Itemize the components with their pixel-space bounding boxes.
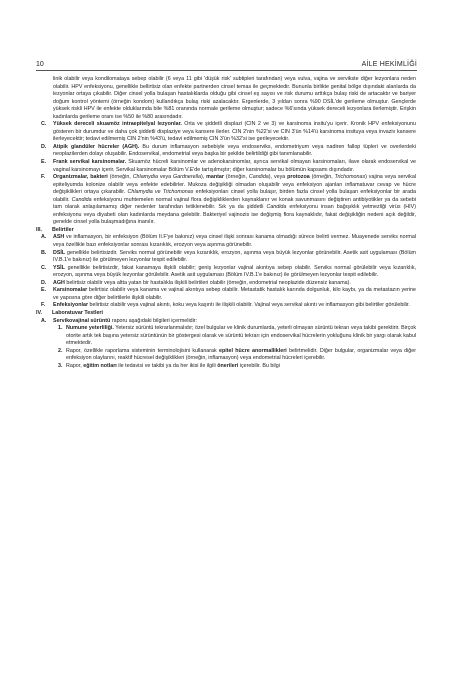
intro-paragraph: linik olabilir veya kondilomataya sebep olabilir (6 veya 11 gibi 'düşük risk' subtipleri tarafından) veya vulva, vajina ve servikste diğer lezyonlara neden olabilir. HPV enfeksiyonu, genellikle bellirtisiz olan enfekte partnerden cinsel temas ile geçmektedir. Bununla birlikte genital bölge dışındaki alanlarda da lezyonlar ortaya çıkabilir. Diğer cinsel yolla bulaşan hastalıklarda olduğu gibi cinsel eş sayısı ve risk durumu arttıkça bulaş riski de artacaktır ve bariyer doğum kontrol yöntemi (örneğin kondom) kullandıkça bulaş riski azalacaktır. Ergenlerde, 3 yıldan sonra %90 DSİL'de gerileme olmuştur. Gençlerde yüksek riskli HPV ile enfekte olduklarında bile %81 oranında normale gerileme olmuştur; sadece %6'sında yüksek dereceli lezyonlara ilerlemiştir. Erişkin kadınlarda gerileme oranı ise %50 ile %80 arasındadır. — [53, 76, 416, 120]
term-fungus: mantar — [206, 174, 224, 181]
section-heading-iii — [36, 227, 416, 235]
item-title: DSİL — [53, 249, 66, 256]
section-title: Belirtiler — [52, 226, 74, 233]
item-text: Yetersiz sürüntü tekrarlanmalıdır; özel bulgular ve klinik durumlarda, yeterli olmayan sürüntü tekrarı veya takibi gerektirir. Birçok otorite artık tek başına yetersiz sürüntünün bir göstergesi olarak ve sürüntü tekrarı için endoservikal hücrelerin yokluğunu klinik bir yargı olarak kabul etmektedir. — [66, 325, 416, 347]
item-title-2: önerileri — [217, 362, 239, 369]
item-title: Enfeksiyonlar — [53, 302, 89, 309]
item-title: Numune yeterliliği. — [66, 325, 114, 332]
term-candida: Candida — [266, 204, 287, 211]
section-heading-iv — [36, 310, 416, 318]
item-label: 1. — [58, 325, 63, 332]
symptom-c — [36, 265, 416, 280]
text-run: ), — [200, 174, 207, 181]
item-text: ve inflamasyon, bir enfeksiyon (Bölüm II.F'ye bakınız) veya cinsel ilişki sonrası kanama olmadığı sürece belirti vermez. Muayenede serviks normal veya özellikle bazı enfeksiyonlar sonrası kızarıklık, erozyon veya aşınma görünebilir. — [53, 234, 416, 249]
item-text: belirtisiz olabilir veya kanama ve vajinal akıntıya sebep olabilir. Metastatik hastalık karında dolgunluk, kilo kaybı, ya da metastazın yerine ve yapısına göre diğer belirtilerle ilişkili olabilir. — [53, 287, 416, 301]
item-text: Skuamöz hücreli karsinomlar ve adenokarsinomlar, ayrıca servikal olmayan karsinomaları, ilave olarak endoservikal ve vaginal karsinomayı içerir. Servikal karsinomalar Bölüm V.E'de tartışılmıştır; diğer karsinomalar bu bölümün kapsamı dışındadır. — [53, 159, 416, 173]
item-title: eğitim notları — [83, 362, 117, 369]
item-label: 3. — [58, 362, 63, 369]
item-title: epitel hücre anormallikleri — [218, 347, 287, 354]
item-title: Atipik glandüler hücreler (AGH). — [53, 143, 140, 150]
term-trichomonas: Trichomonas — [334, 174, 366, 181]
term-bacteria: Organizmalar, bakteri — [53, 174, 108, 181]
item-text: Bu durum inflamasyon sebebiyle veya endoserviks, endometriyum veya nadiren fallop tüpleri ve overlerdeki neoplazilerden dolayı oluşabilir. Endoservikal, endometrial veya başka bir şekilde belirtildiği gibi tanımlanabilir. — [53, 143, 416, 158]
section-label: IV. — [36, 309, 43, 316]
item-text: belirtisiz olabilir veya vajinal akıntı, koku veya kaşıntı ile ilişkili olabilir. Vajinal veya servikal akıntı ve inflamasyon gibi belirtiler görülebilir. — [88, 302, 410, 309]
item-label: C. — [41, 264, 47, 271]
text-run: ) vajina veya servikal epiteliyumda kolonize olabilir veya enfekte edebilirler. Mukoza değişikliği olmadan oluşabilir veya enfeksiyon ajanları inflamatuvar cevap ve hücre değişiklikleri ortaya çıkarabilir. — [53, 174, 416, 196]
item-label: F. — [41, 302, 46, 309]
item-label: F. — [41, 174, 46, 181]
item-label: D. — [41, 143, 47, 150]
item-text: genellikle belirtisizdir, fakat kanamaya ilişkili olabilir; geniş lezyonlar vajinal akıntıya sebep olabilir. Serviks normal görülebilir veya kızarıklık, erozyon, aşınma veya büyük lezyonlar görülebilir. Asetik asit uygulaması (Bölüm IV.B.1'e bakınız) ile görülmeyen lezyonlar tespit edilebilir. — [53, 264, 416, 279]
body-text — [36, 76, 416, 370]
term-candida: Candida — [71, 196, 92, 203]
item-label: E. — [41, 287, 47, 294]
item-label: 2. — [58, 347, 63, 354]
symptom-d — [36, 280, 416, 288]
sub-item-1 — [36, 325, 416, 348]
term-chlamydia-trichomonas: Chlamydia ve Trichomonas — [127, 189, 194, 196]
item-text: Orta ve şiddetli displazi (CIN 2 ve 3) ve karsinoma insitu'yu içerir. Kronik HPV enfeksiyonunu gösteren bir durumdur ve daha çok şiddetli displaziye veya kansere ilerler. CIN 2'nin %22'si ve CIN 3'ün %14'ü karsinoma insituya veya invaziv kansere ilerleyecektir; tedavi edilmemiş CIN 2'nin %43'ü, tedavi edilmemiş CIN 3'ün %32'si ise gerileyecektir. — [53, 121, 416, 143]
sub-item-3 — [36, 363, 416, 371]
running-header — [36, 58, 417, 71]
item-text: belirtisiz olabilir veya altta yatan bir hastalıkla ilişkili belirtileri olabilir (örneğin, endometrial neoplazide düzensiz kanama). — [64, 279, 351, 286]
symptom-a — [36, 234, 416, 249]
item-c — [36, 121, 416, 144]
term-gardnerella: Gardnerella — [173, 174, 201, 181]
lab-test-a — [36, 318, 416, 326]
section-label: III. — [36, 226, 42, 233]
item-label: E. — [41, 159, 47, 166]
item-title: AGH — [53, 279, 65, 286]
text-run: enfeksiyonu muhtemelen normal vajinal flora değişikliklerden kaynaklanır ve konak savunmasını değiştiren antibiyotikler ya da sebebi tam olarak anlaşılamamış diğer nedenler tarafından tetiklenebilir. Sık ya da şiddetli — [53, 196, 417, 211]
item-title: YSİL — [53, 264, 65, 271]
item-label: D. — [41, 279, 47, 286]
symptom-e — [36, 287, 416, 302]
item-text: ile tedavisi ve takibi ya da her ikisi ile ilgili — [116, 362, 218, 369]
text-run: enfeksiyonları cinsel yolla bulaşır, birden fazla cinsel yolla bulaşan enfeksiyonlar bir arada olabilir. — [53, 189, 416, 203]
text-run: (örneğin, — [107, 174, 133, 181]
item-text: belirtmelidir. Diğer bulgular, organizmalar veya diğer enfeksiyon olaylarını, reaktif hücresel değişiklikleri (örneğin, inflamasyon) veya endometrial hücreleri içerebilir. — [66, 347, 417, 362]
item-label: A. — [41, 317, 47, 324]
item-title: Servikovajinal sürüntü — [53, 317, 111, 324]
item-label: B. — [41, 249, 47, 256]
text-run: veya — [157, 174, 174, 181]
symptom-f — [36, 302, 416, 310]
text-run: (örneğin, — [223, 174, 249, 181]
page-number: 10 — [36, 61, 44, 68]
sub-item-2 — [36, 348, 416, 363]
item-text-2: içerebilir. Bu bilgi — [238, 362, 280, 369]
section-title: Laboratuvar Testleri — [52, 309, 103, 316]
symptom-b — [36, 250, 416, 265]
item-pre: Rapor, — [66, 362, 84, 369]
item-f — [36, 174, 416, 227]
item-pre: Rapor, özellikle raporlama sisteminin terminolojisini kullanarak — [66, 347, 219, 354]
item-text: genellikle belirtisizdir. Serviks normal görünebilir veya kızarıklık, erozyon, aşınma veya büyük lezyonlar görünebilir. Asetik asit uygulaması (Bölüm IV.B.1'e bakınız) ile görülmeyen lezyonlar tespit edilebilir. — [53, 249, 416, 264]
item-title: Frank servikal karsinomalar. — [53, 159, 127, 166]
item-title: Yüksek dereceli skuamöz intraepitelyal lezyonlar. — [53, 121, 182, 128]
item-d — [36, 144, 416, 159]
term-candida: Candida — [248, 174, 269, 181]
item-title: ASH — [53, 234, 65, 241]
item-label: A. — [41, 234, 47, 241]
text-run: enfeksiyonu insan bağışıklık yetmezliği virüs (HIV) enfeksiyonu veya diyabeti olan kadınlarda meydana gelebilir. Bakteriyel vajinozis ise değişmiş flora kaynaklıdır, fakat değişikliğin nedeni açık değildir, genelde cinsel yolla bulaşmadığına inanılır. — [53, 204, 416, 226]
item-text: raporu aşağıdaki bilgileri içermelidir: — [110, 317, 198, 324]
text-run: ), veya — [268, 174, 288, 181]
term-protozoa: protozoa — [287, 174, 310, 181]
item-label: C. — [41, 121, 47, 128]
text-run: (örneğin, — [309, 174, 335, 181]
item-title: Karsinomalar — [53, 287, 88, 294]
term-chlamydia: Chlamydia — [132, 174, 158, 181]
item-e — [36, 159, 416, 174]
journal-title: AİLE HEKİMLİĞİ — [361, 61, 417, 68]
